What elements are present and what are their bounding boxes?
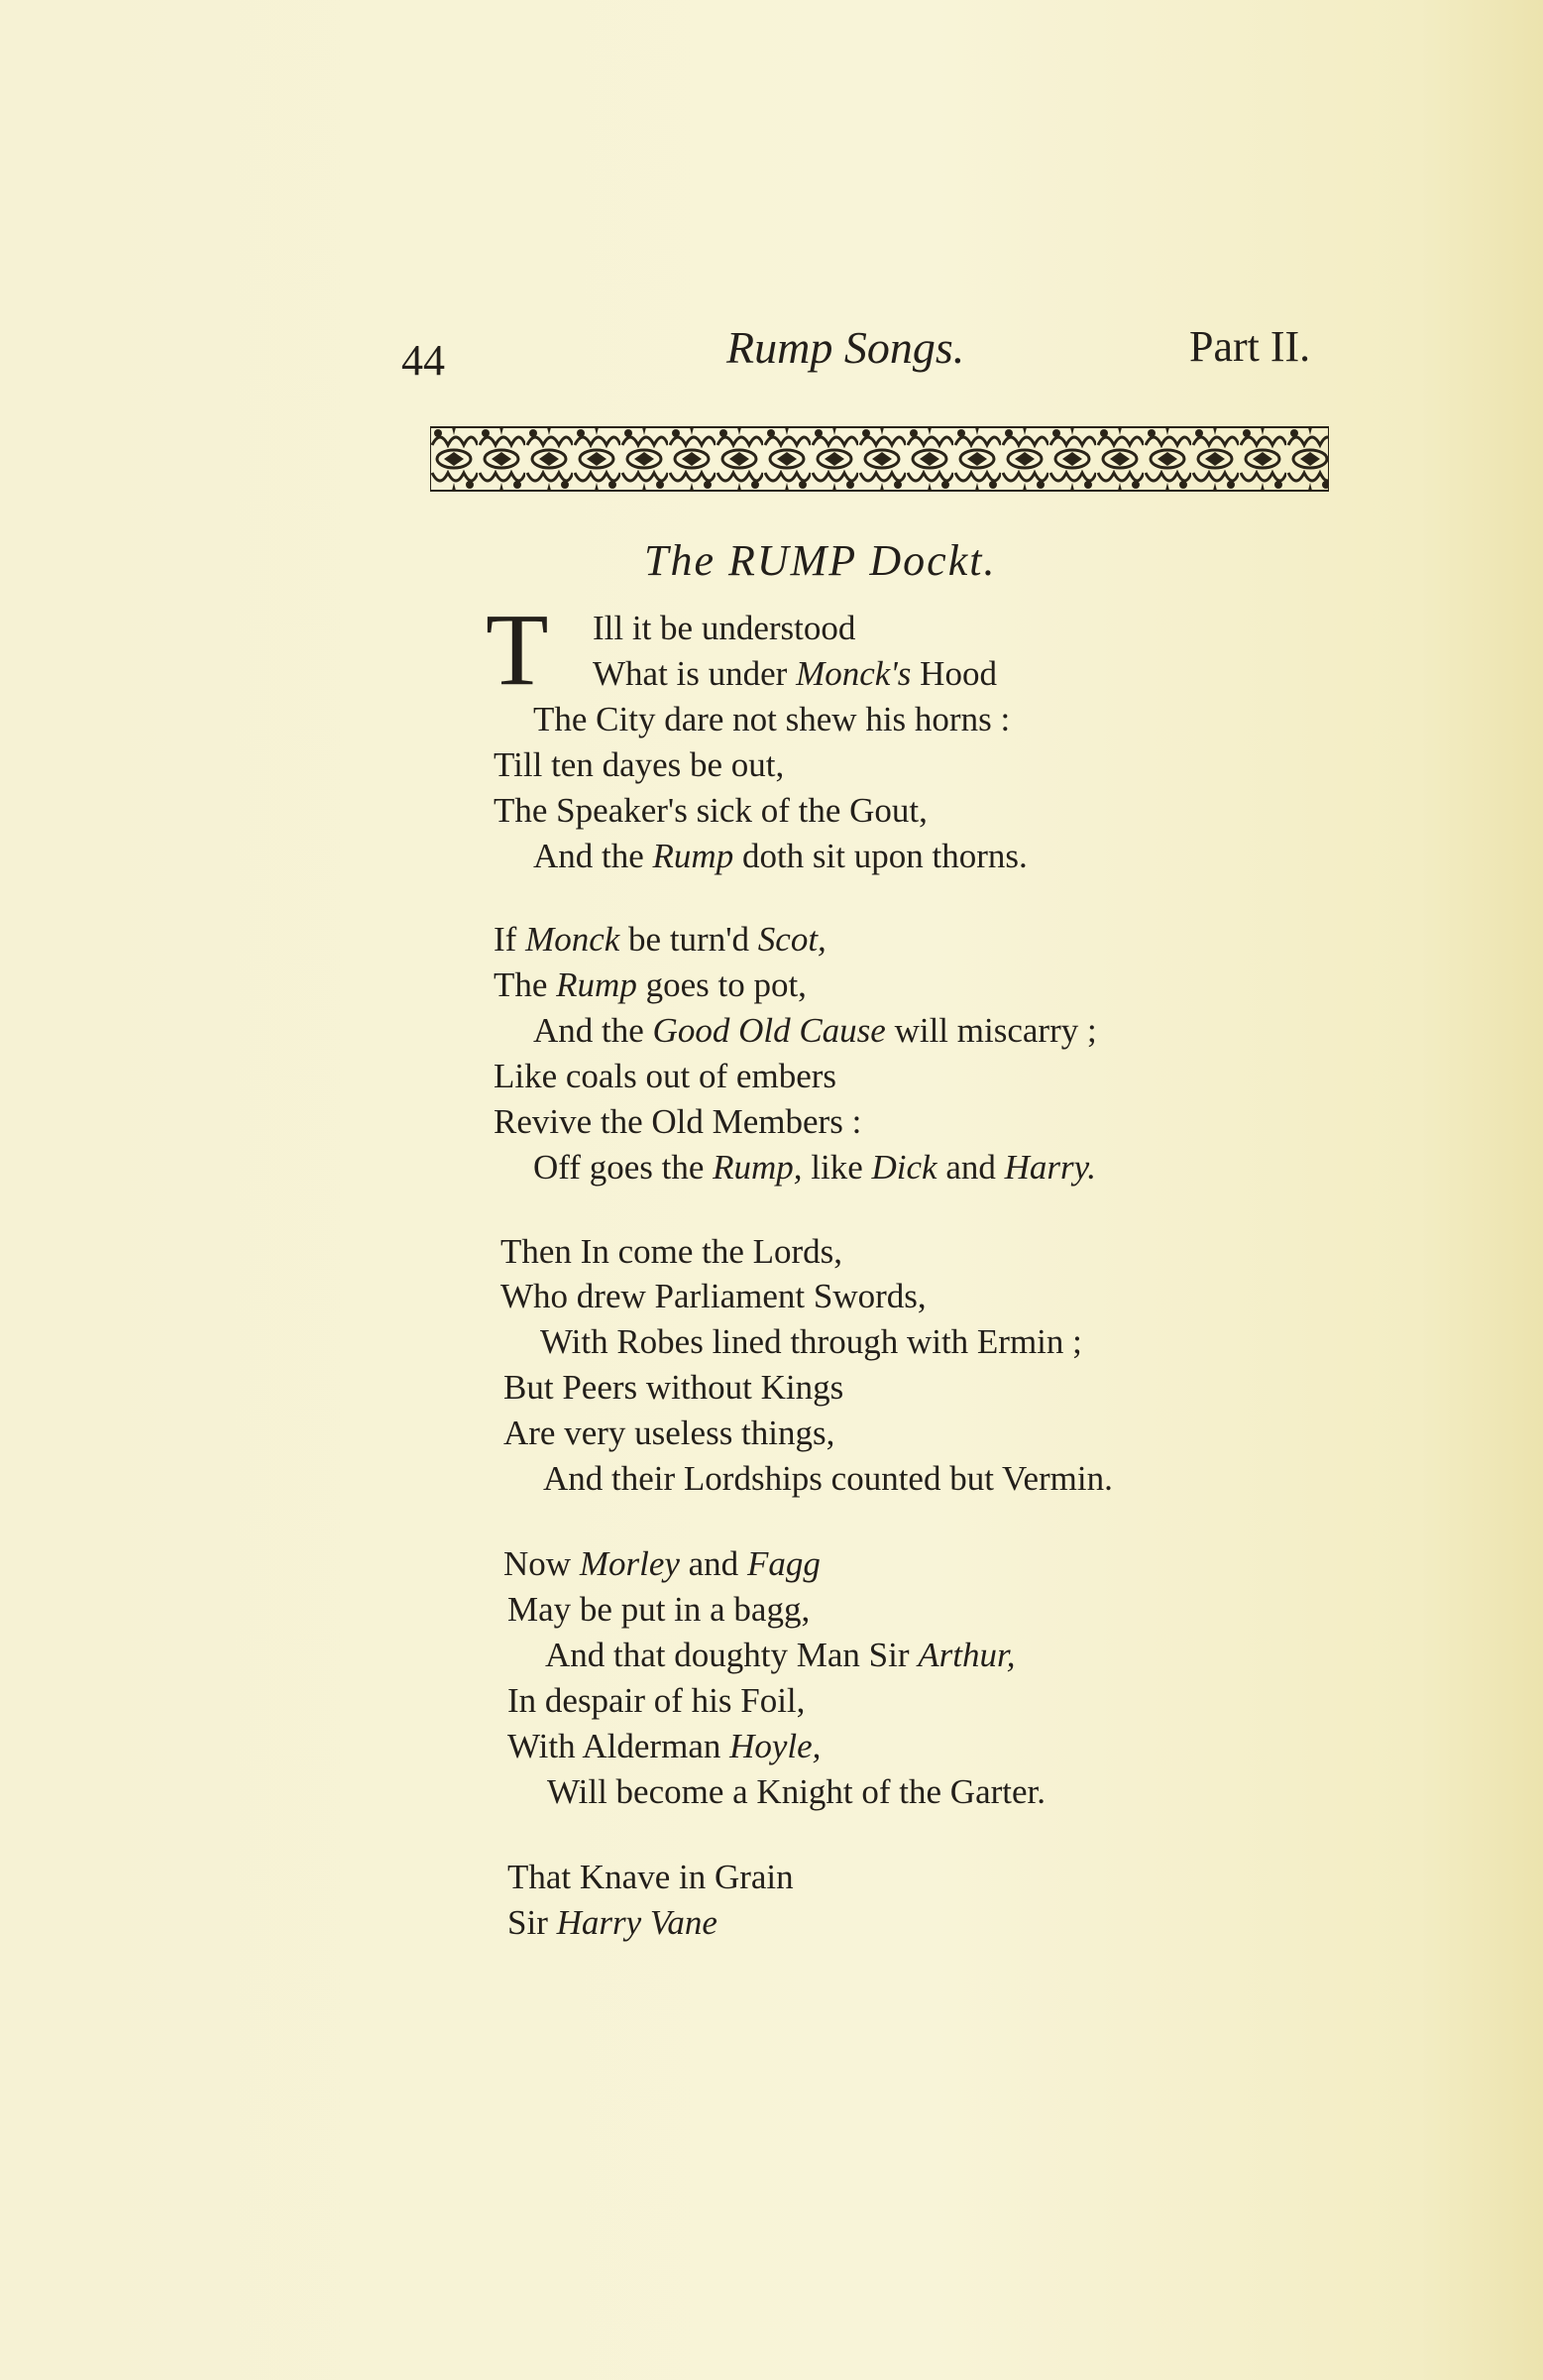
italic-name: Rump xyxy=(652,837,734,875)
poem-title: The RUMP Dockt. xyxy=(644,536,997,585)
italic-name: Rump, xyxy=(713,1148,803,1187)
line-text: Are very useless things, xyxy=(503,1414,835,1452)
line-text: be turn'd xyxy=(619,920,758,959)
line-text: and xyxy=(937,1148,1005,1187)
poem-line xyxy=(533,1150,1096,1185)
line-text: Till ten dayes be out, xyxy=(494,745,785,784)
line-text: That Knave in Grain xyxy=(507,1858,794,1896)
decorative-border-band-icon xyxy=(430,423,1329,495)
poem-line xyxy=(503,1370,843,1405)
poem-line xyxy=(593,611,855,645)
poem-line xyxy=(494,793,928,828)
poem-line xyxy=(593,656,997,691)
poem-line xyxy=(547,1774,1046,1809)
poem-line xyxy=(503,1416,834,1450)
line-text: If xyxy=(494,920,526,959)
line-text: The City dare not shew his horns : xyxy=(533,700,1011,738)
line-text: But Peers without Kings xyxy=(503,1368,844,1407)
part-label: Part II. xyxy=(1189,322,1311,371)
poem-line xyxy=(545,1638,1015,1672)
italic-name: Monck's xyxy=(796,654,912,693)
poem-line xyxy=(533,839,1028,873)
line-text: Will become a Knight of the Garter. xyxy=(547,1772,1047,1811)
poem-line xyxy=(494,967,807,1002)
italic-name: Good Old Cause xyxy=(652,1011,886,1050)
line-text: doth sit upon thorns. xyxy=(733,837,1028,875)
running-title: Rump Songs. xyxy=(726,322,965,373)
poem-line xyxy=(503,1546,821,1581)
line-text: Now xyxy=(503,1544,580,1583)
poem-line xyxy=(507,1729,821,1763)
italic-name: Monck xyxy=(525,920,620,959)
line-text: and xyxy=(679,1544,747,1583)
italic-name: Dick xyxy=(871,1148,937,1187)
line-text: And their Lordships counted but Vermin. xyxy=(543,1459,1113,1498)
poem-line xyxy=(507,1860,794,1894)
poem-line xyxy=(494,922,827,957)
line-text: Then In come the Lords, xyxy=(500,1232,843,1271)
line-text: Off goes the xyxy=(533,1148,714,1187)
poem-line xyxy=(500,1234,842,1269)
italic-name: Morley xyxy=(579,1544,680,1583)
italic-name: Rump xyxy=(556,965,637,1004)
italic-name: Hoyle, xyxy=(729,1727,822,1765)
poem-line xyxy=(500,1279,927,1313)
line-text: Ill it be understood xyxy=(593,609,856,647)
poem-line xyxy=(507,1683,805,1718)
line-text: Who drew Parliament Swords, xyxy=(500,1277,927,1315)
drop-cap: T xyxy=(486,593,549,707)
line-text: The Speaker's sick of the Gout, xyxy=(494,791,928,830)
poem-line xyxy=(533,702,1010,737)
line-text: What is under xyxy=(593,654,797,693)
italic-name: Harry. xyxy=(1004,1148,1097,1187)
line-text: With Robes lined through with Ermin ; xyxy=(540,1322,1082,1361)
italic-name: Harry Vane xyxy=(556,1903,717,1942)
poem-line xyxy=(494,1059,836,1093)
line-text: Sir xyxy=(507,1903,557,1942)
line-text: like xyxy=(802,1148,872,1187)
italic-name: Scot, xyxy=(757,920,827,959)
line-text: And the xyxy=(533,837,653,875)
poem-line xyxy=(540,1324,1082,1359)
line-text: Revive the Old Members : xyxy=(494,1102,862,1141)
line-text: Like coals out of embers xyxy=(494,1057,837,1095)
poem-line xyxy=(507,1905,717,1940)
line-text: And that doughty Man Sir xyxy=(545,1636,919,1674)
line-text: And the xyxy=(533,1011,653,1050)
line-text: May be put in a bagg, xyxy=(507,1590,811,1629)
poem-line xyxy=(533,1013,1097,1048)
line-text: Hood xyxy=(911,654,997,693)
line-text: With Alderman xyxy=(507,1727,730,1765)
italic-name: Arthur, xyxy=(918,1636,1016,1674)
poem-line xyxy=(494,747,784,782)
poem-line xyxy=(494,1104,861,1139)
poem-line xyxy=(543,1461,1113,1496)
italic-name: Fagg xyxy=(746,1544,821,1583)
poem-line xyxy=(507,1592,810,1627)
line-text: goes to pot, xyxy=(636,965,807,1004)
page-number: 44 xyxy=(401,336,445,385)
line-text: The xyxy=(494,965,557,1004)
line-text: will miscarry ; xyxy=(885,1011,1097,1050)
line-text: In despair of his Foil, xyxy=(507,1681,806,1720)
